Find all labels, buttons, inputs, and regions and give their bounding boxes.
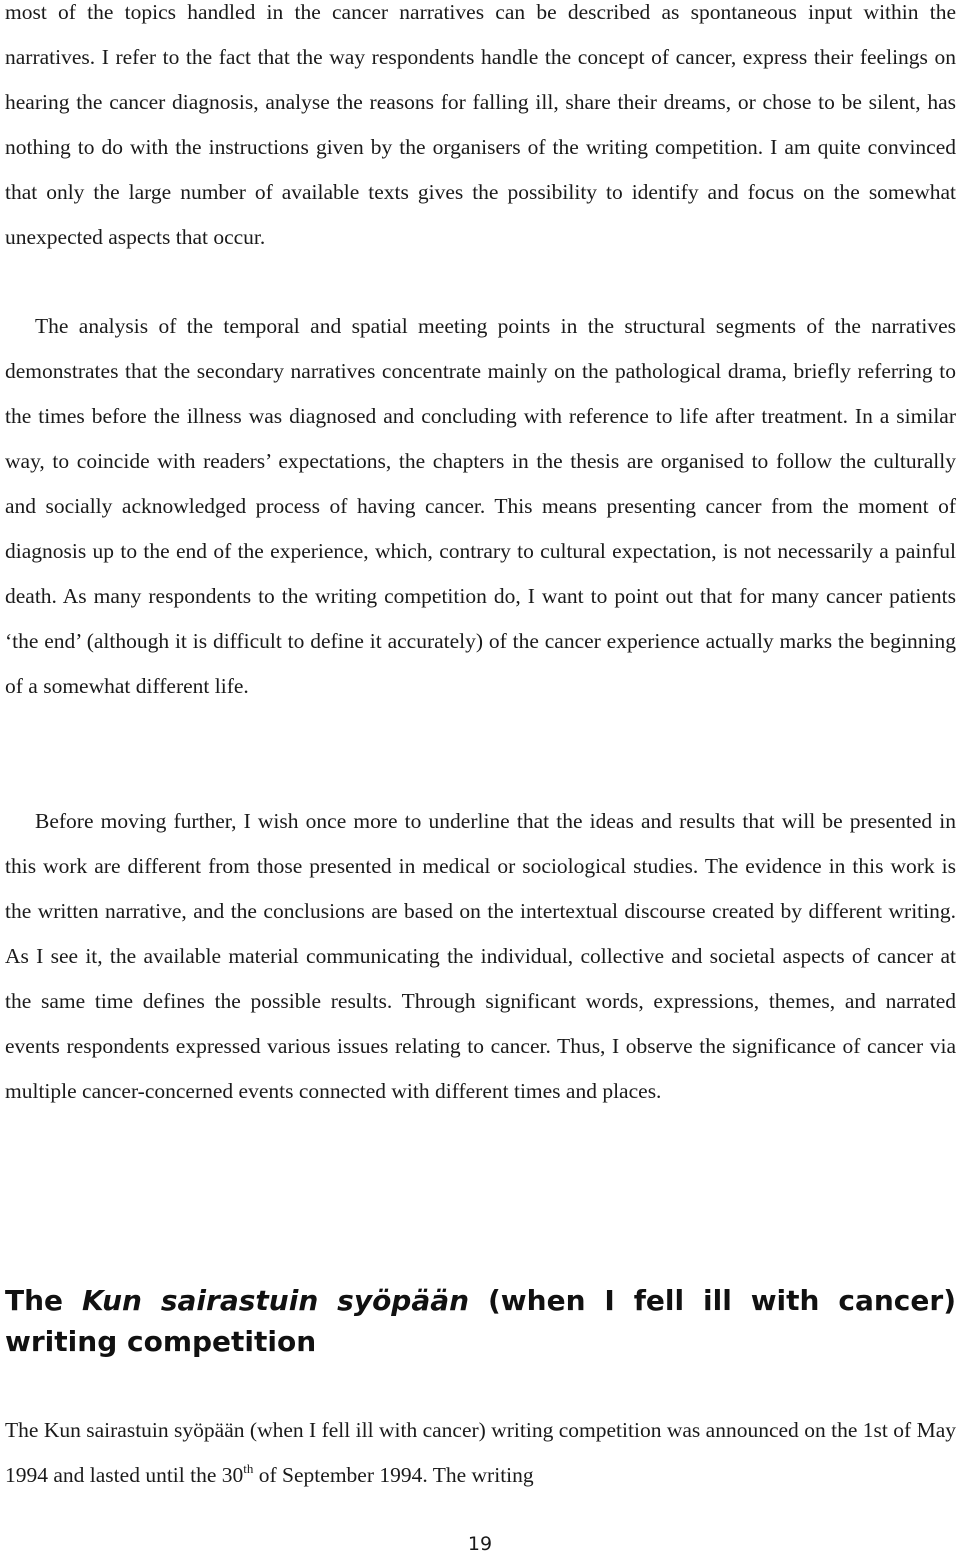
section-heading [5,1280,956,1362]
page-number: 19 [467,1533,493,1555]
ordinal-superscript: th [243,1461,254,1476]
competition-text-start: The Kun sairastuin syöpään (when I fell ill with cancer) writing competition was announced on the 1st of May 1994 and lasted until the 30 [5,1418,956,1487]
heading-suffix: (when I fell ill with cancer) writing competition [5,1284,956,1358]
paragraph-temporal-spatial-analysis: The analysis of the temporal and spatial meeting points in the structural segments of the narratives demonstrates that the secondary narratives concentrate mainly on the pathological drama, briefly referring to the times before the illness was diagnosed and concluding with reference to life after treatment. In a similar way, to coincide with readers’ expectations, the chapters in the thesis are organised to follow the culturally and socially acknowledged process of having cancer. This means presenting cancer from the moment of diagnosis up to the end of the experience, which, contrary to cultural expectation, is not necessarily a painful death. As many respondents to the writing competition do, I want to point out that for many cancer patients ‘the end’ (although it is difficult to define it accurately) of the cancer experience actually marks the beginning of a somewhat different life. [5,314,956,698]
heading-italic-title: Kun sairastuin syöpään [81,1284,470,1317]
heading-prefix: The [5,1284,82,1317]
paragraph-spontaneous-input: most of the topics handled in the cancer narratives can be described as spontaneous input within the narratives. I refer to the fact that the way respondents handle the concept of cancer, express their feelings on hearing the cancer diagnosis, analyse the reasons for falling ill, share their dreams, or chose to be silent, has nothing to do with the instructions given by the organisers of the writing competition. I am quite convinced that only the large number of available texts gives the possibility to identify and focus on the somewhat unexpected aspects that occur. [5,0,956,249]
competition-text-end: of September 1994. The writing [253,1463,534,1487]
paragraph-before-moving-further: Before moving further, I wish once more to underline that the ideas and results that will be presented in this work are different from those presented in medical or sociological studies. The evidence in this work is the written narrative, and the conclusions are based on the intertextual discourse created by different writing. As I see it, the available material communicating the individual, collective and societal aspects of cancer at the same time defines the possible results. Through significant words, expressions, themes, and narrated events respondents expressed various issues relating to cancer. Thus, I observe the significance of cancer via multiple cancer-concerned events connected with different times and places. [5,809,956,1103]
paragraph-competition-intro [5,1408,956,1498]
